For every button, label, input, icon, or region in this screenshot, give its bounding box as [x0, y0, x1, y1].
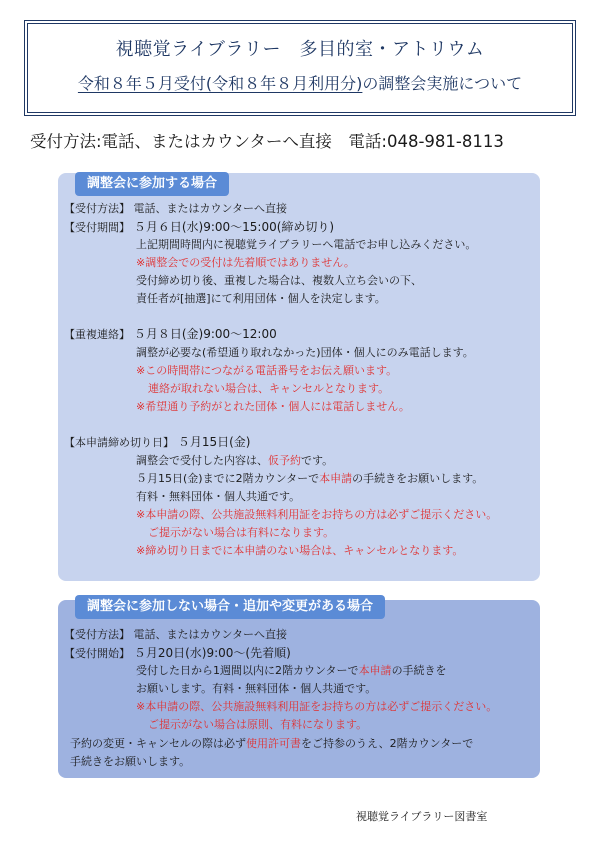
page-title: 視聴覚ライブラリー 多目的室・アトリウム — [115, 39, 485, 60]
s2-start-row — [64, 646, 291, 661]
s2-note1c: の手続きを — [391, 664, 447, 677]
s1-dl-note3: 有料・無料団体・個人共通です。 — [136, 490, 301, 503]
s1-period-value: ５月６日(水)9:00～15:00(締め切り) — [133, 220, 335, 234]
s1-period-label: 【受付期間】 — [64, 221, 130, 234]
s1-dup-note2: ※この時間帯につながる電話番号をお伝え願います。 — [136, 364, 398, 377]
s1-dl-note5: ご提示がない場合は有料になります。 — [148, 526, 335, 539]
s2-method-value: 電話、またはカウンターへ直接 — [133, 628, 288, 641]
s1-dl-note1b: 仮予約 — [268, 454, 301, 467]
s1-dup-label: 【重複連絡】 — [64, 328, 130, 341]
s1-dl-note6: ※締め切り日までに本申請のない場合は、キャンセルとなります。 — [136, 544, 464, 557]
s2-start-label: 【受付開始】 — [64, 647, 130, 660]
s1-period-note4: 責任者が[抽選]にて利用団体・個人を決定します。 — [136, 292, 386, 305]
subtitle-rest: の調整会実施について — [362, 74, 523, 93]
footer-text: 視聴覚ライブラリー図書室 — [356, 810, 488, 823]
s1-dup-note3: 連絡が取れない場合は、キャンセルとなります。 — [148, 382, 390, 395]
s1-deadline-value: ５月15日(金) — [177, 435, 251, 449]
s2-note4: ご提示がない場合は原則、有料になります。 — [148, 718, 368, 731]
s1-dl-note2b: 本申請 — [319, 472, 353, 485]
contact-line: 受付方法:電話、またはカウンターへ直接 電話:048-981-8113 — [30, 132, 504, 151]
page-subtitle — [25, 71, 575, 94]
s1-dup-row — [64, 327, 277, 342]
s1-dl-note4: ※本申請の際、公共施設無料利用証をお持ちの方は必ずご提示ください。 — [136, 508, 498, 521]
s1-dl-note1 — [136, 454, 333, 468]
section-nojoin-badge: 調整会に参加しない場合・追加や変更がある場合 — [75, 595, 385, 619]
s1-deadline-label: 【本申請締め切り日】 — [64, 436, 174, 449]
s2-change1c: をご持参のうえ、2階カウンターで — [301, 737, 474, 750]
s1-dl-note2a: ５月15日(金)までに2階カウンターで — [136, 472, 320, 485]
s1-period-note2: ※調整会での受付は先着順ではありません。 — [136, 256, 355, 269]
s1-method-row — [64, 202, 287, 216]
s2-method-row — [64, 628, 287, 642]
s1-dl-note2 — [136, 472, 483, 486]
s2-note2: お願いします。有料・無料団体・個人共通です。 — [136, 682, 377, 695]
s1-period-row — [64, 220, 334, 235]
s2-note1a: 受付した日から1週間以内に2階カウンターで — [136, 664, 359, 677]
s2-change1a: 予約の変更・キャンセルの際は必ず — [70, 737, 246, 750]
s1-method-value: 電話、またはカウンターへ直接 — [133, 202, 288, 215]
s1-period-note3: 受付締め切り後、重複した場合は、複数人立ち会いの下、 — [136, 274, 422, 287]
s2-note1b: 本申請 — [358, 664, 392, 677]
s2-change1 — [70, 737, 473, 751]
s2-change2: 手続きをお願いします。 — [70, 755, 191, 768]
s1-deadline-row — [64, 435, 250, 450]
s1-period-note1: 上記期間時間内に視聴覚ライブラリーへ電話でお申し込みください。 — [136, 238, 477, 251]
section-join-badge: 調整会に参加する場合 — [75, 172, 229, 196]
s2-method-label: 【受付方法】 — [64, 628, 130, 641]
s1-method-label: 【受付方法】 — [64, 202, 130, 215]
s1-dup-note4: ※希望通り予約がとれた団体・個人には電話しません。 — [136, 400, 410, 413]
s1-dl-note1a: 調整会で受付した内容は、 — [136, 454, 268, 467]
s2-note1 — [136, 664, 447, 678]
s2-note3: ※本申請の際、公共施設無料利用証をお持ちの方は必ずご提示ください。 — [136, 700, 498, 713]
s1-dl-note2c: の手続きをお願いします。 — [352, 472, 484, 485]
s2-change1b: 使用許可書 — [246, 737, 301, 750]
s1-dl-note1c: です。 — [301, 454, 334, 467]
s1-dup-value: ５月８日(金)9:00～12:00 — [133, 327, 277, 341]
s2-start-value: ５月20日(水)9:00～(先着順) — [133, 646, 291, 660]
s1-dup-note1: 調整が必要な(希望通り取れなかった)団体・個人にのみ電話します。 — [136, 346, 474, 359]
header-box — [24, 20, 576, 116]
subtitle-underlined: 令和８年５月受付(令和８年８月利用分) — [77, 74, 363, 93]
